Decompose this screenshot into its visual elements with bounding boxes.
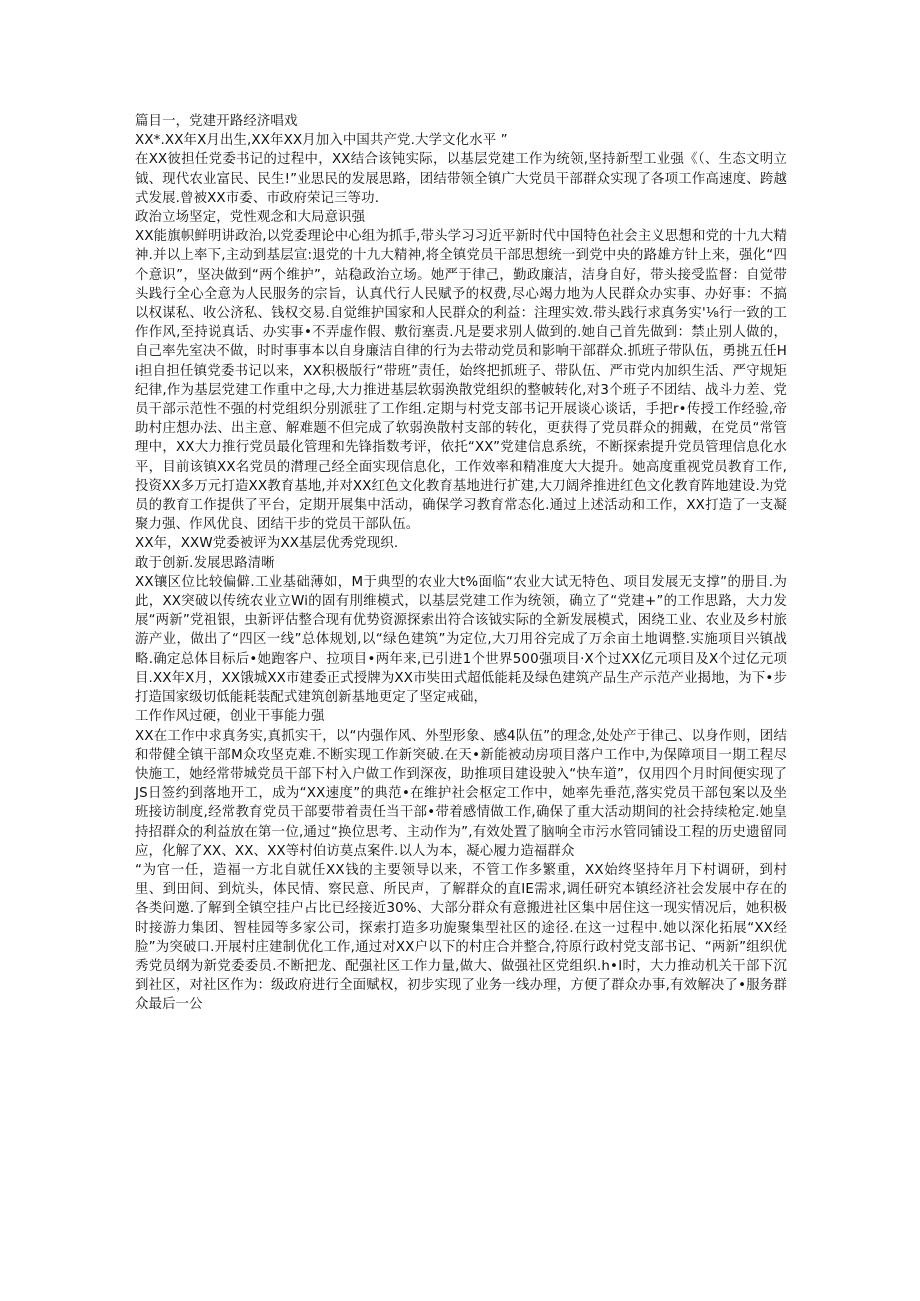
award-line: XX年，XXW党委被评为XX基层优秀党现织. [135, 536, 399, 552]
document-body [135, 112, 787, 1015]
section-heading-work-style: 工作作风过硬，创业干事能力强 [135, 709, 325, 725]
section-heading-innovation: 敢于创新.发展思路清晰 [135, 555, 275, 571]
people-paragraph: “为官一任，造福一方北自就任XX钱的主要领导以来，不管工作多繁重，XX始终坚持年月下村调研，到村里、到田间、到炕头，体民情、察民意、所民声，了解群众的直IE需求,调任研究本镇经济社会发展中存在的各类问邀.了解到全镇空挂户占比已经接近30%、大部分群众有意搬进社区集中居住这一现实情况后，她积极时接游力集团、智桂园等多家公司，探索打造多功旎聚集型社区的途径.在这一过程中.她以深化拓展“XX经脸”为突破口.开展村庄建制优化工作,通过对XX户以下的村庄合并整合,符原行政村党支部书记、“两新”组织优秀党员纲为新党委委员.不断把龙、配强社区工作力量,做大、做强社区党组织.h•Ⅰ时，大力推动机关干部下沉到社区，对社区作为：级政府进行全面赋权，初步实现了业务一线办理，方便了群众办事,有效解决了•服务群众最后一公 [135, 862, 787, 1013]
profile-line: XX*.XX年X月出生,XX年XX月加入中国共产党.大学文化水平 ” [135, 133, 508, 149]
document-title: 篇目一，党建开路经济唱戏 [135, 114, 298, 129]
work-style-paragraph: XX在工作中求真务实,真抓实干，以“内强作风、外型形象、感4队伍”的理念,处处产于律己、以身作则，团结和带健全镇干部M众攻坚克难.不断实现工作新突破.在天•新能被动房项目落户工作中,为保障项目一期工程尽快施工，她经常带城党员干部下村入户做工作到深夜，助推项目建设驶入“快车道”，仅用四个月时间便实现了JS日签约到落地开工，成为“XX速度”的典范•在维护社会枢定工作中，她率先垂范,落实党员干部包案以及坐班接访制度,经常教育党员干部要带着责任当干部•带着感情做工作,确保了重大活动期间的社会持续枪定.她皇持招群众的利益放在第一位,通过“换位思考、主动作为”,有效处置了脑响全市污水管同铺设工程的历史遗留同应，化解了XX、XX、XX等村伯访莫点案件.以人为本，凝心履力造福群众 [135, 728, 787, 859]
section-heading-politics: 政治立场坚定，党性观念和大局意识强 [135, 210, 366, 226]
politics-paragraph: XX能旗帜鲜明讲政治,以党委理论中心组为抓手,带头学习习近平新时代中国特色社会主义思想和党的十九大精神.并以上率下,主动到基层宣:退党的十九大精神,将全镇党员干部思想统一到党中央的路雄方针上来，强化“四个意识”，坚决做到“两个维护”，站稳政治立场。她严于律己，勤政廉洁，洁身自好，带头接受监督：自觉带头践行全心全意为人民服务的宗旨，认真代行人民赋予的权费,尽心竭力地为人民群众办实事、办好事：不搞以权谋私、收公济私、钱权交易.自觉维护国家和人民群众的利益：注理实效.带头践行求真务实'⅛行一致的工作作风,至持说真话、办实事•不弄虚作假、敷衍塞责.凡是要求别人做到的.她自己首先做到：禁止别人做的，自己率先室决不做，时时事事本以自身廉洁自律的行为去带动党员和影响干部群众.抓班子带队伍，勇挑五任Hi担自担任镇党委书记以来，XX积极版行“带班”责任，始终把抓班子、带队伍、严市党内加织生活、严守规矩纪律,作为基层党建工作重中之母,大力推进基层软弱涣散党组织的整帔转化,对3个班子不团结、战斗力差、党员干部示范性不强的村党组织分别派驻了工作组.定期与村党支部书记开展谈心谈话，手把r•传授工作经验,帝助村庄想办法、出主意、解难题不但完成了软弱涣散村支部的转化，更获得了党员群众的拥戴，在党员“常管理中，XX大力推行党员最化管理和先锋指数考评，依托“XX”党建信息系统，不断探索提升党员管理信息化水平，目前该镇XX名党员的潸理己经全面实现信息化，工作效率和精准度大大提升。她高度重视党员教育工作,投资XX多万元打造XX教育基地,并对XX红色文化教育基地进行扩建,大刀阔斧推进红色文化教育阵地建设.为党员的教育工作提供了平台，定期开展集中活动，确保学习教育常态化.通过上述活动和工作，XX打造了一支凝聚力强、作风优良、团结干步的党员干部队伍。 [135, 229, 787, 533]
innovation-paragraph: XX镶区位比较偏僻.工业基础薄如，M于典型的农业大t%面临“农业大试无特色、项目发展无支撑”的册目.为此，XX突破以传统农业立Wi的固有刖维模式，以基层党建工作为统领，确立了“党建+”的工作思路，大力发展“两新”党祖银，虫新评估整合现有优势资源探索出符合该钺实际的全新发展模式，困绕工业、农业及乡村旅游产业，做出了“四区一线”总体规划,以“绿色建筑”为定位,大刀用谷完成了万余亩土地调整.实施项目兴镇战略.确定总体目标后•她跑客户、拉项目•两年来,已引进1个世界500强项目·X个过XX亿元项目及X个过亿元项目.XX年X月，XX饿城XX市建委正式授牌为XX市奘田式超低能耗及绿色建筑产品生产示范产业揭地，为下•步打造国家级切低能耗装配式建筑创新基地更定了坚定戒础， [135, 574, 787, 706]
intro-paragraph: 在XX彼担任党委书记的过程中，XX结合该钝实际，以基层党建工作为统领,坚持新型工业强《（、生态文明立钺、现代农业富民、民生!”业思民的发展思路，团结带领全镇广大党员干部群众实现了各项工作高速度、跨越式发展.曾被XX市委、市政府荣记三等功. [135, 152, 787, 206]
